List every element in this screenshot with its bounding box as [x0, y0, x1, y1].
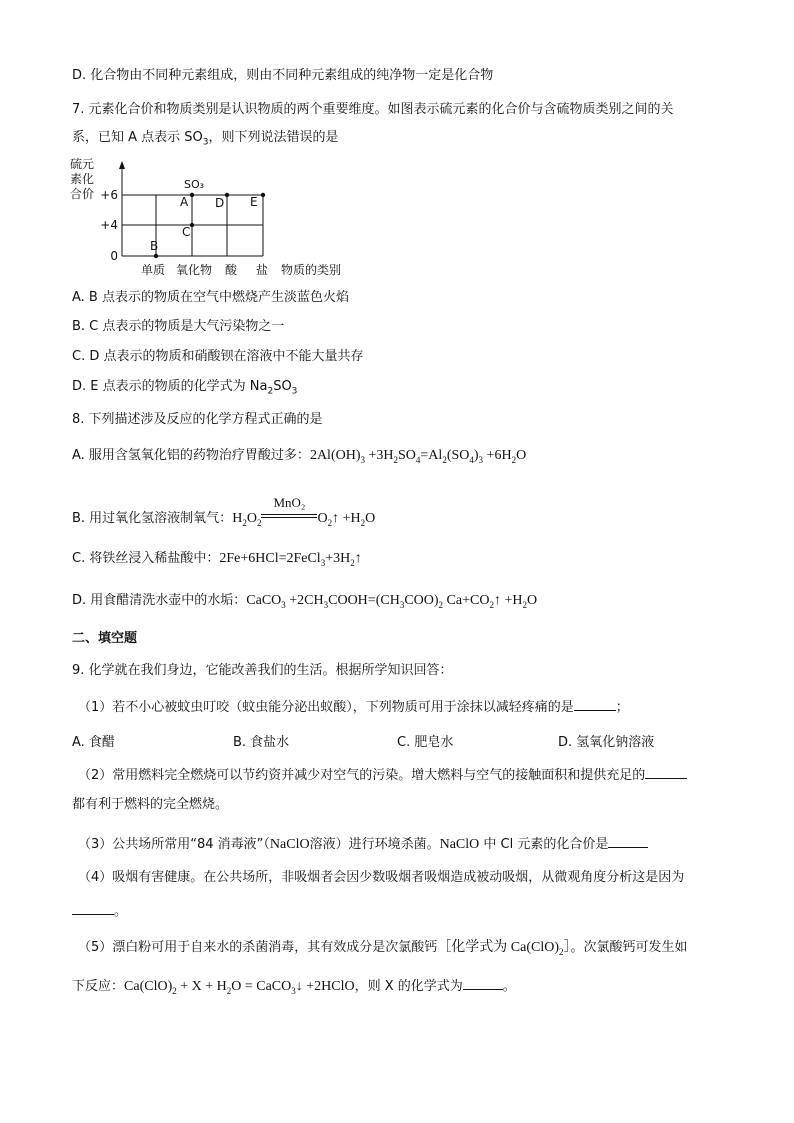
- catalyst-condition: [261, 495, 317, 528]
- q7-option-b: B. C 点表示的物质是大气污染物之一: [72, 319, 285, 334]
- q9-part5-formula-text: ［化学式为 Ca(ClO): [437, 940, 559, 955]
- q9-part1-end: ；: [615, 700, 629, 715]
- point-label-A: A: [180, 195, 189, 209]
- y-label-line: 合价: [70, 187, 95, 201]
- q9-part4-end: 。: [114, 904, 128, 919]
- q7-option-a: A. B 点表示的物质在空气中燃烧产生淡蓝色火焰: [72, 290, 349, 305]
- q8-option-a-text: A. 服用含氢氧化铝的药物治疗胃酸过多：: [72, 448, 310, 463]
- q7-option-d-pre: D. E 点表示的物质的化学式为 Na: [72, 379, 268, 394]
- q7-option-d-mid: SO: [273, 379, 292, 394]
- q8-option-d: [72, 592, 537, 610]
- q9-part2-line1: [78, 765, 687, 785]
- y-axis-arrow: [119, 161, 125, 169]
- q9-choice-d: D. 氢氧化钠溶液: [558, 735, 655, 750]
- q7-stem-post: ，则下列说法错误的是: [208, 130, 339, 145]
- q7-stem-line2: [72, 129, 339, 147]
- q7-option-c: C. D 点表示的物质和硝酸钡在溶液中不能大量共存: [72, 349, 364, 364]
- point-E: [261, 193, 265, 197]
- x-category-label: 盐: [255, 263, 269, 277]
- q9-part3: [78, 834, 648, 854]
- q7-option-d: [72, 378, 297, 396]
- y-tick-label: +6: [100, 188, 118, 202]
- q9-stem: 9. 化学就在我们身边，它能改善我们的生活。根据所学知识回答：: [72, 663, 453, 678]
- q9-part2-text: （2）常用燃料完全燃烧可以节约资并减少对空气的污染。增大燃料与空气的接触面积和提供充足的: [78, 768, 646, 783]
- q9-part3-chem1: NaClO: [269, 837, 310, 852]
- q9-choice-b: B. 食盐水: [233, 735, 290, 750]
- q9-part5-post: 。次氯酸钙可发生如: [570, 940, 688, 955]
- q9-part3-pre: （3）公共场所常用“84 消毒液”（: [78, 837, 270, 852]
- q7-stem-sub: 3: [202, 137, 209, 148]
- point-label-B: B: [150, 239, 159, 253]
- valence-chart: [66, 153, 366, 283]
- q9-part5-line2-pre: 下反应：: [72, 979, 125, 994]
- answer-blank-4[interactable]: [72, 901, 114, 915]
- q8-option-c-equation: $2Fe+6HCl=2FeCl_3+3H_2↑$: [219, 551, 362, 568]
- q9-part5-formula-sub: 2: [559, 946, 564, 957]
- point-label-D: D: [215, 196, 225, 210]
- q9-part4-line1: （4）吸烟有害健康。在公共场所，非吸烟者会因少数吸烟者吸烟造成被动吸烟，从微观角度分析这是因为: [78, 870, 685, 885]
- x-axis-title: 物质的类别: [281, 263, 342, 277]
- point-B: [154, 254, 158, 258]
- q9-choice-c: C. 肥皂水: [397, 735, 454, 750]
- q9-part5-line2: [72, 976, 516, 996]
- point-label-E: E: [250, 195, 258, 209]
- q9-part5-line1: [78, 939, 688, 957]
- q8-option-d-text: D. 用食醋清洗水壶中的水垢：: [72, 593, 247, 608]
- y-tick-label: 0: [110, 249, 118, 263]
- q9-part1-text: （1）若不小心被蚊虫叮咬（蚊虫能分泌出蚁酸），下列物质可用于涂抹以减轻疼痛的是: [78, 700, 574, 715]
- q8-option-a-equation: $2Al(OH)_3 +3H_2SO_4=Al_2(SO_4)_3 +6H_2O$: [309, 448, 527, 465]
- q7-stem-pre: 系，已知 A 点表示 SO: [72, 130, 203, 145]
- q8-option-b-equation: $H_2O_2$ MnO₂ $O_2↑ +H_2O$: [232, 495, 376, 528]
- q9-part5-pre: （5）漂白粉可用于自来水的杀菌消毒，其有效成分是次氯酸钙: [78, 940, 438, 955]
- so3-label: SO₃: [184, 178, 205, 191]
- answer-blank-3[interactable]: [608, 834, 648, 848]
- q8-option-c: [72, 550, 362, 568]
- q8-option-c-text: C. 将铁丝浸入稀盐酸中：: [72, 551, 220, 566]
- q9-part3-mid: 溶液）进行环境杀菌。: [309, 837, 440, 852]
- answer-blank-5[interactable]: [463, 976, 503, 990]
- q9-part5-line2-post: ，则 X 的化学式为: [354, 979, 463, 994]
- q6-option-d: D. 化合物由不同种元素组成，则由不同种元素组成的纯净物一定是化合物: [72, 68, 494, 83]
- q9-part5-line2-end: 。: [502, 979, 516, 994]
- q9-part2-line2: 都有利于燃料的完全燃烧。: [72, 797, 229, 812]
- q8-option-a: [72, 447, 526, 465]
- point-label-C: C: [182, 225, 191, 239]
- x-category-label: 单质: [140, 263, 166, 277]
- catalyst-label: MnO₂: [273, 495, 306, 510]
- y-tick-label: +4: [100, 218, 118, 232]
- q9-part1: [78, 697, 629, 717]
- answer-blank-2[interactable]: [645, 765, 687, 779]
- q9-part5-equation: $Ca(ClO)_2 + X + H_2O$ = CaCO$_3$↓ +2HClO: [124, 979, 355, 996]
- q9-part5-formula: [437, 940, 570, 955]
- q9-part3-post: 中 Cl 元素的化合价是: [479, 837, 609, 852]
- y-label-line: 硫元: [70, 157, 95, 171]
- q8-stem: 8. 下列描述涉及反应的化学方程式正确的是: [72, 412, 323, 427]
- q9-part5-formula-close: ］: [563, 940, 571, 955]
- q9-choice-a: A. 食醋: [72, 735, 115, 750]
- q7-option-d-sub2: 3: [291, 386, 298, 397]
- q8-option-b: [72, 495, 376, 528]
- q9-part4-line2: [72, 901, 127, 921]
- q8-option-b-text: B. 用过氧化氢溶液制氧气：: [72, 511, 233, 526]
- q7-stem-line1: 7. 元素化合价和物质类别是认识物质的两个重要维度。如图表示硫元素的化合价与含硫物质类别之间的关: [72, 102, 674, 117]
- q7-option-d-sub1: 2: [267, 386, 274, 397]
- section-heading: 二、填空题: [72, 631, 138, 646]
- x-category-label: 酸: [224, 263, 238, 277]
- q8-option-d-equation: CaCO$_3$ $+2CH_3COOH=(CH_3COO)_2$ $Ca+CO_2↑ +H_2O$: [246, 593, 538, 610]
- x-category-label: 氧化物: [175, 263, 213, 277]
- point-A: [190, 193, 194, 197]
- point-C: [190, 223, 194, 227]
- y-label-line: 素化: [70, 172, 95, 186]
- q9-part3-chem2: NaClO: [439, 837, 480, 852]
- point-D: [225, 193, 229, 197]
- answer-blank-1[interactable]: [574, 697, 616, 711]
